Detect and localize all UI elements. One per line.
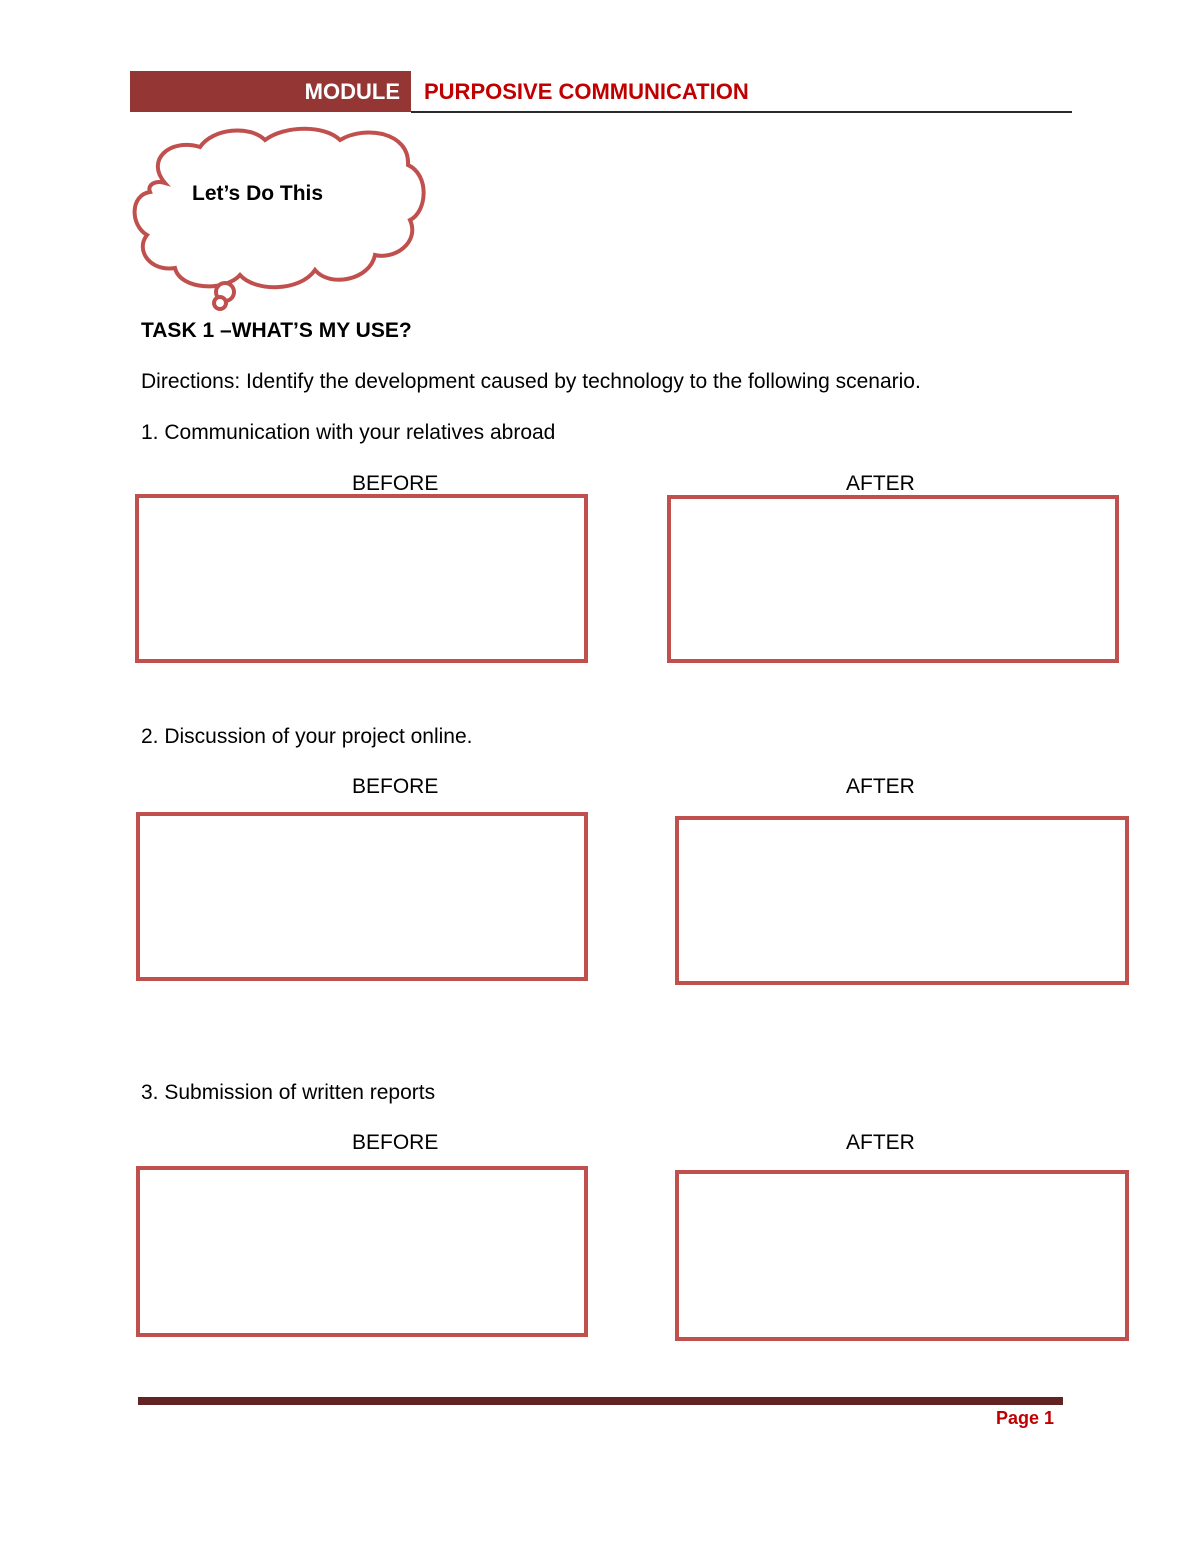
before-answer-box[interactable]	[135, 494, 588, 663]
directions-text: Directions: Identify the development caused by technology to the following scenario.	[141, 370, 921, 393]
before-label: BEFORE	[352, 775, 439, 798]
module-label: MODULE	[304, 79, 400, 104]
after-answer-box[interactable]	[675, 816, 1129, 985]
item-prompt: 2. Discussion of your project online.	[141, 725, 473, 748]
after-label: AFTER	[846, 1131, 915, 1154]
callout-text: Let’s Do This	[192, 182, 324, 205]
before-label: BEFORE	[352, 1131, 439, 1154]
course-title: PURPOSIVE COMMUNICATION	[424, 79, 749, 104]
after-label: AFTER	[846, 775, 915, 798]
page-number: Page 1	[996, 1408, 1055, 1428]
item-prompt: 3. Submission of written reports	[141, 1081, 436, 1104]
header-rule	[411, 111, 1072, 113]
thought-cloud-icon	[125, 120, 435, 320]
before-answer-box[interactable]	[136, 1166, 588, 1337]
before-answer-box[interactable]	[136, 812, 588, 981]
task-title: TASK 1 –WHAT’S MY USE?	[141, 319, 412, 342]
footer-rule	[138, 1397, 1063, 1405]
after-answer-box[interactable]	[675, 1170, 1129, 1341]
after-answer-box[interactable]	[667, 495, 1119, 663]
before-label: BEFORE	[352, 472, 439, 495]
after-label: AFTER	[846, 472, 915, 495]
item-prompt: 1. Communication with your relatives abroad	[141, 421, 556, 444]
